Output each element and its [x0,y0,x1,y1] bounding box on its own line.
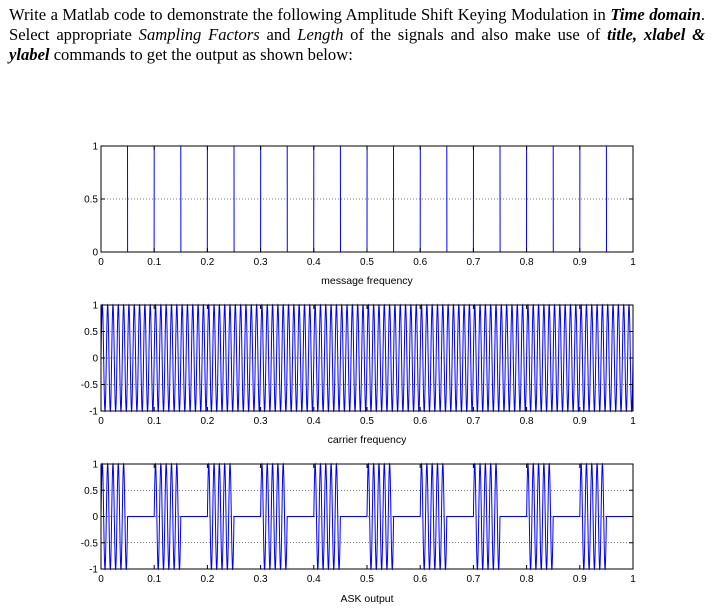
y-tick-label: 0.5 [84,194,98,206]
x-tick-label: 0.5 [360,416,374,427]
question-part: commands to get the output as shown below: [49,45,353,64]
y-tick-label: 1 [92,300,98,312]
x-tick-label: 0.3 [253,574,268,585]
question-emphasis: Time domain [610,5,701,24]
y-tick-label: -0.5 [80,538,98,550]
y-tick-label: 0.5 [84,327,98,338]
subplot-2 [81,301,636,447]
x-tick-label: 0.9 [572,574,587,585]
x-tick-label: 1 [630,257,636,268]
subplot-3 [81,460,636,606]
signal-trace [101,146,633,252]
x-tick-label: 0.9 [572,257,587,268]
x-tick-label: 0.6 [413,257,428,268]
x-tick-label: 0.2 [200,574,215,585]
y-tick-label: -1 [89,564,98,576]
x-tick-label: 0.6 [413,416,428,427]
question-part: . Select appropriate [9,5,705,44]
x-tick-label: 0.7 [466,574,481,585]
x-tick-label: 1 [630,574,636,585]
x-tick-label: 0.4 [306,416,321,427]
x-tick-label: 0.2 [200,257,215,268]
question-emphasis: title, xlabel & ylabel [9,25,705,64]
subplot-1 [84,142,636,288]
x-tick-label: 0 [98,574,104,585]
x-tick-label: 0.1 [147,574,162,585]
y-tick-label: 0 [92,247,98,259]
x-tick-label: 0.9 [572,416,587,427]
x-tick-label: 0.4 [306,257,321,268]
x-tick-label: 0.6 [413,574,428,585]
x-axis-label: ASK output [340,593,394,605]
y-tick-label: -1 [89,406,98,418]
x-tick-label: 0.1 [147,416,162,427]
question-emphasis: Length [297,25,344,44]
x-tick-label: 0 [98,257,104,268]
signal-trace [101,305,633,411]
question-part: of the signals and also make use of [343,25,608,44]
x-tick-label: 0.5 [360,257,374,268]
y-tick-label: 0 [92,353,98,365]
question-emphasis: Sampling Factors [138,25,260,44]
x-tick-label: 0.3 [253,257,268,268]
y-tick-label: -0.5 [80,380,98,391]
y-tick-label: 1 [92,459,98,471]
y-tick-label: 1 [92,141,98,153]
x-tick-label: 0 [98,416,104,427]
x-tick-label: 0.5 [360,574,374,585]
x-axis-label: carrier frequency [327,434,407,446]
x-tick-label: 0.3 [253,416,268,427]
y-tick-label: 0 [92,512,98,523]
signal-trace [101,464,633,569]
y-tick-label: 0.5 [84,485,98,497]
x-tick-label: 0.7 [466,416,481,427]
x-tick-label: 0.8 [519,416,534,427]
x-tick-label: 0.8 [519,257,534,268]
question-part: and [259,25,298,44]
x-tick-label: 0.2 [200,416,215,427]
x-tick-label: 0.4 [306,574,321,585]
x-axis-label: message frequency [321,275,413,287]
x-tick-label: 0.7 [466,257,481,268]
x-tick-label: 1 [630,416,636,427]
x-tick-label: 0.1 [147,257,162,268]
x-tick-label: 0.8 [519,574,534,585]
question-part: Write a Matlab code to demonstrate the following Amplitude Shift Keying Modulation in [9,5,611,24]
